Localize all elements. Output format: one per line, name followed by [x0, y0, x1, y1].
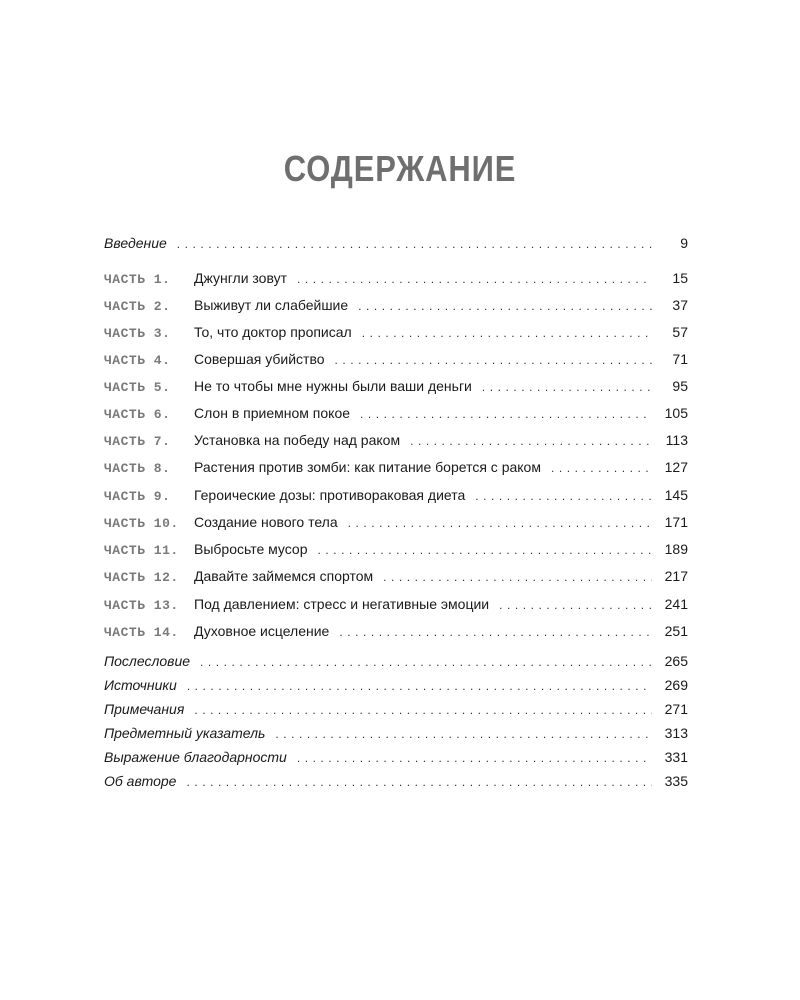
toc-entry-label: Давайте займемся спортом — [194, 568, 374, 584]
toc-entry-page: 113 — [665, 432, 688, 448]
toc-entry-label: Введение — [104, 235, 167, 251]
toc-entry-part[interactable] — [104, 430, 688, 450]
dot-leader — [187, 676, 652, 696]
toc-entry-label: Не то чтобы мне нужны были ваши деньги — [194, 378, 472, 394]
toc-entry-part[interactable] — [104, 403, 688, 423]
toc-entry-part[interactable] — [104, 322, 688, 342]
dot-leader — [186, 772, 652, 792]
toc-entry-part[interactable] — [104, 268, 688, 288]
part-number: ЧАСТЬ 4. — [104, 353, 171, 368]
part-number: ЧАСТЬ 8. — [104, 461, 171, 476]
part-number: ЧАСТЬ 6. — [104, 407, 171, 422]
toc-entry-label: То, что доктор прописал — [194, 324, 352, 340]
toc-entry-page: 335 — [664, 773, 688, 789]
toc-entry-label: Предметный указатель — [104, 725, 266, 741]
toc-entry-page: 127 — [664, 459, 688, 475]
part-number: ЧАСТЬ 11. — [104, 543, 179, 558]
page-title: СОДЕРЖАНИЕ — [283, 148, 517, 189]
dot-leader — [475, 486, 652, 506]
part-number: ЧАСТЬ 5. — [104, 380, 171, 395]
dot-leader — [200, 652, 652, 672]
part-number: ЧАСТЬ 7. — [104, 434, 171, 449]
dot-leader — [177, 234, 652, 254]
toc-entry-page: 145 — [664, 487, 688, 503]
toc-entry-part[interactable] — [104, 457, 688, 477]
toc-entry-sources[interactable] — [104, 675, 688, 695]
part-number: ЧАСТЬ 10. — [104, 516, 179, 531]
toc-entry-part[interactable] — [104, 566, 688, 586]
dot-leader — [383, 567, 652, 587]
toc-entry-part[interactable] — [104, 512, 688, 532]
toc-entry-label: Под давлением: стресс и негативные эмоции — [194, 596, 490, 612]
toc-entry-index[interactable] — [104, 723, 688, 743]
toc-entry-page: 271 — [664, 701, 688, 717]
dot-leader — [482, 377, 652, 397]
toc-entry-about-author[interactable] — [104, 771, 688, 791]
toc-entry-part[interactable] — [104, 295, 688, 315]
dot-leader — [362, 323, 652, 343]
toc-entry-page: 265 — [664, 653, 688, 669]
toc-entry-label: Об авторе — [104, 773, 177, 789]
toc-entry-page: 189 — [664, 541, 688, 557]
toc-entry-part[interactable] — [104, 485, 688, 505]
toc-entry-label: Джунгли зовут — [194, 270, 288, 286]
toc-entry-page: 269 — [664, 677, 688, 693]
toc-entry-acknowledgements[interactable] — [104, 747, 688, 767]
toc-entry-label: Духовное исцеление — [194, 623, 330, 639]
toc-entry-label: Слон в приемном покое — [194, 405, 351, 421]
part-number: ЧАСТЬ 12. — [104, 570, 179, 585]
toc-entry-page: 241 — [664, 596, 688, 612]
part-number: ЧАСТЬ 13. — [104, 598, 179, 613]
toc-entry-page: 251 — [664, 623, 688, 639]
dot-leader — [297, 748, 652, 768]
part-number: ЧАСТЬ 3. — [104, 326, 171, 341]
toc-entry-page: 9 — [680, 235, 688, 251]
toc-entry-intro[interactable] — [104, 233, 688, 253]
part-number: ЧАСТЬ 14. — [104, 625, 179, 640]
toc-entry-label: Создание нового тела — [194, 514, 338, 530]
toc-entry-part[interactable] — [104, 376, 688, 396]
toc-entry-label: Выбросьте мусор — [194, 541, 308, 557]
dot-leader — [551, 458, 652, 478]
toc-entry-page: 217 — [664, 568, 688, 584]
toc-entry-page: 71 — [672, 351, 688, 367]
dot-leader — [360, 404, 652, 424]
dot-leader — [317, 540, 652, 560]
toc-entry-page: 15 — [672, 270, 688, 286]
toc-entry-label: Героические дозы: противораковая диета — [194, 487, 466, 503]
dot-leader — [358, 296, 652, 316]
dot-leader — [275, 724, 652, 744]
toc-entry-part[interactable] — [104, 539, 688, 559]
part-number: ЧАСТЬ 2. — [104, 299, 171, 314]
dot-leader — [339, 622, 652, 642]
dot-leader — [297, 269, 652, 289]
toc-entry-page: 171 — [664, 514, 688, 530]
toc-entry-label: Совершая убийство — [194, 351, 325, 367]
toc-entry-part[interactable] — [104, 621, 688, 641]
dot-leader — [335, 350, 652, 370]
toc-entry-label: Выживут ли слабейшие — [194, 297, 349, 313]
toc-entry-page: 37 — [672, 297, 688, 313]
toc-entry-afterword[interactable] — [104, 651, 688, 671]
toc-entry-label: Выражение благодарности — [104, 749, 287, 765]
dot-leader — [194, 700, 652, 720]
toc-entry-label: Растения против зомби: как питание борется с раком — [194, 459, 541, 475]
dot-leader — [348, 513, 652, 533]
part-number: ЧАСТЬ 9. — [104, 489, 171, 504]
dot-leader — [499, 595, 652, 615]
toc-entry-notes[interactable] — [104, 699, 688, 719]
toc-entry-part[interactable] — [104, 594, 688, 614]
toc-entry-page: 313 — [664, 725, 688, 741]
toc-entry-page: 57 — [672, 324, 688, 340]
toc-entry-label: Установка на победу над раком — [194, 432, 401, 448]
toc-entry-label: Примечания — [104, 701, 185, 717]
toc-entry-label: Источники — [104, 677, 177, 693]
toc-entry-label: Послесловие — [104, 653, 191, 669]
toc-entry-page: 331 — [664, 749, 688, 765]
toc-entry-page: 95 — [672, 378, 688, 394]
toc-entry-page: 105 — [664, 405, 688, 421]
part-number: ЧАСТЬ 1. — [104, 272, 171, 287]
dot-leader — [410, 431, 652, 451]
toc-entry-part[interactable] — [104, 349, 688, 369]
